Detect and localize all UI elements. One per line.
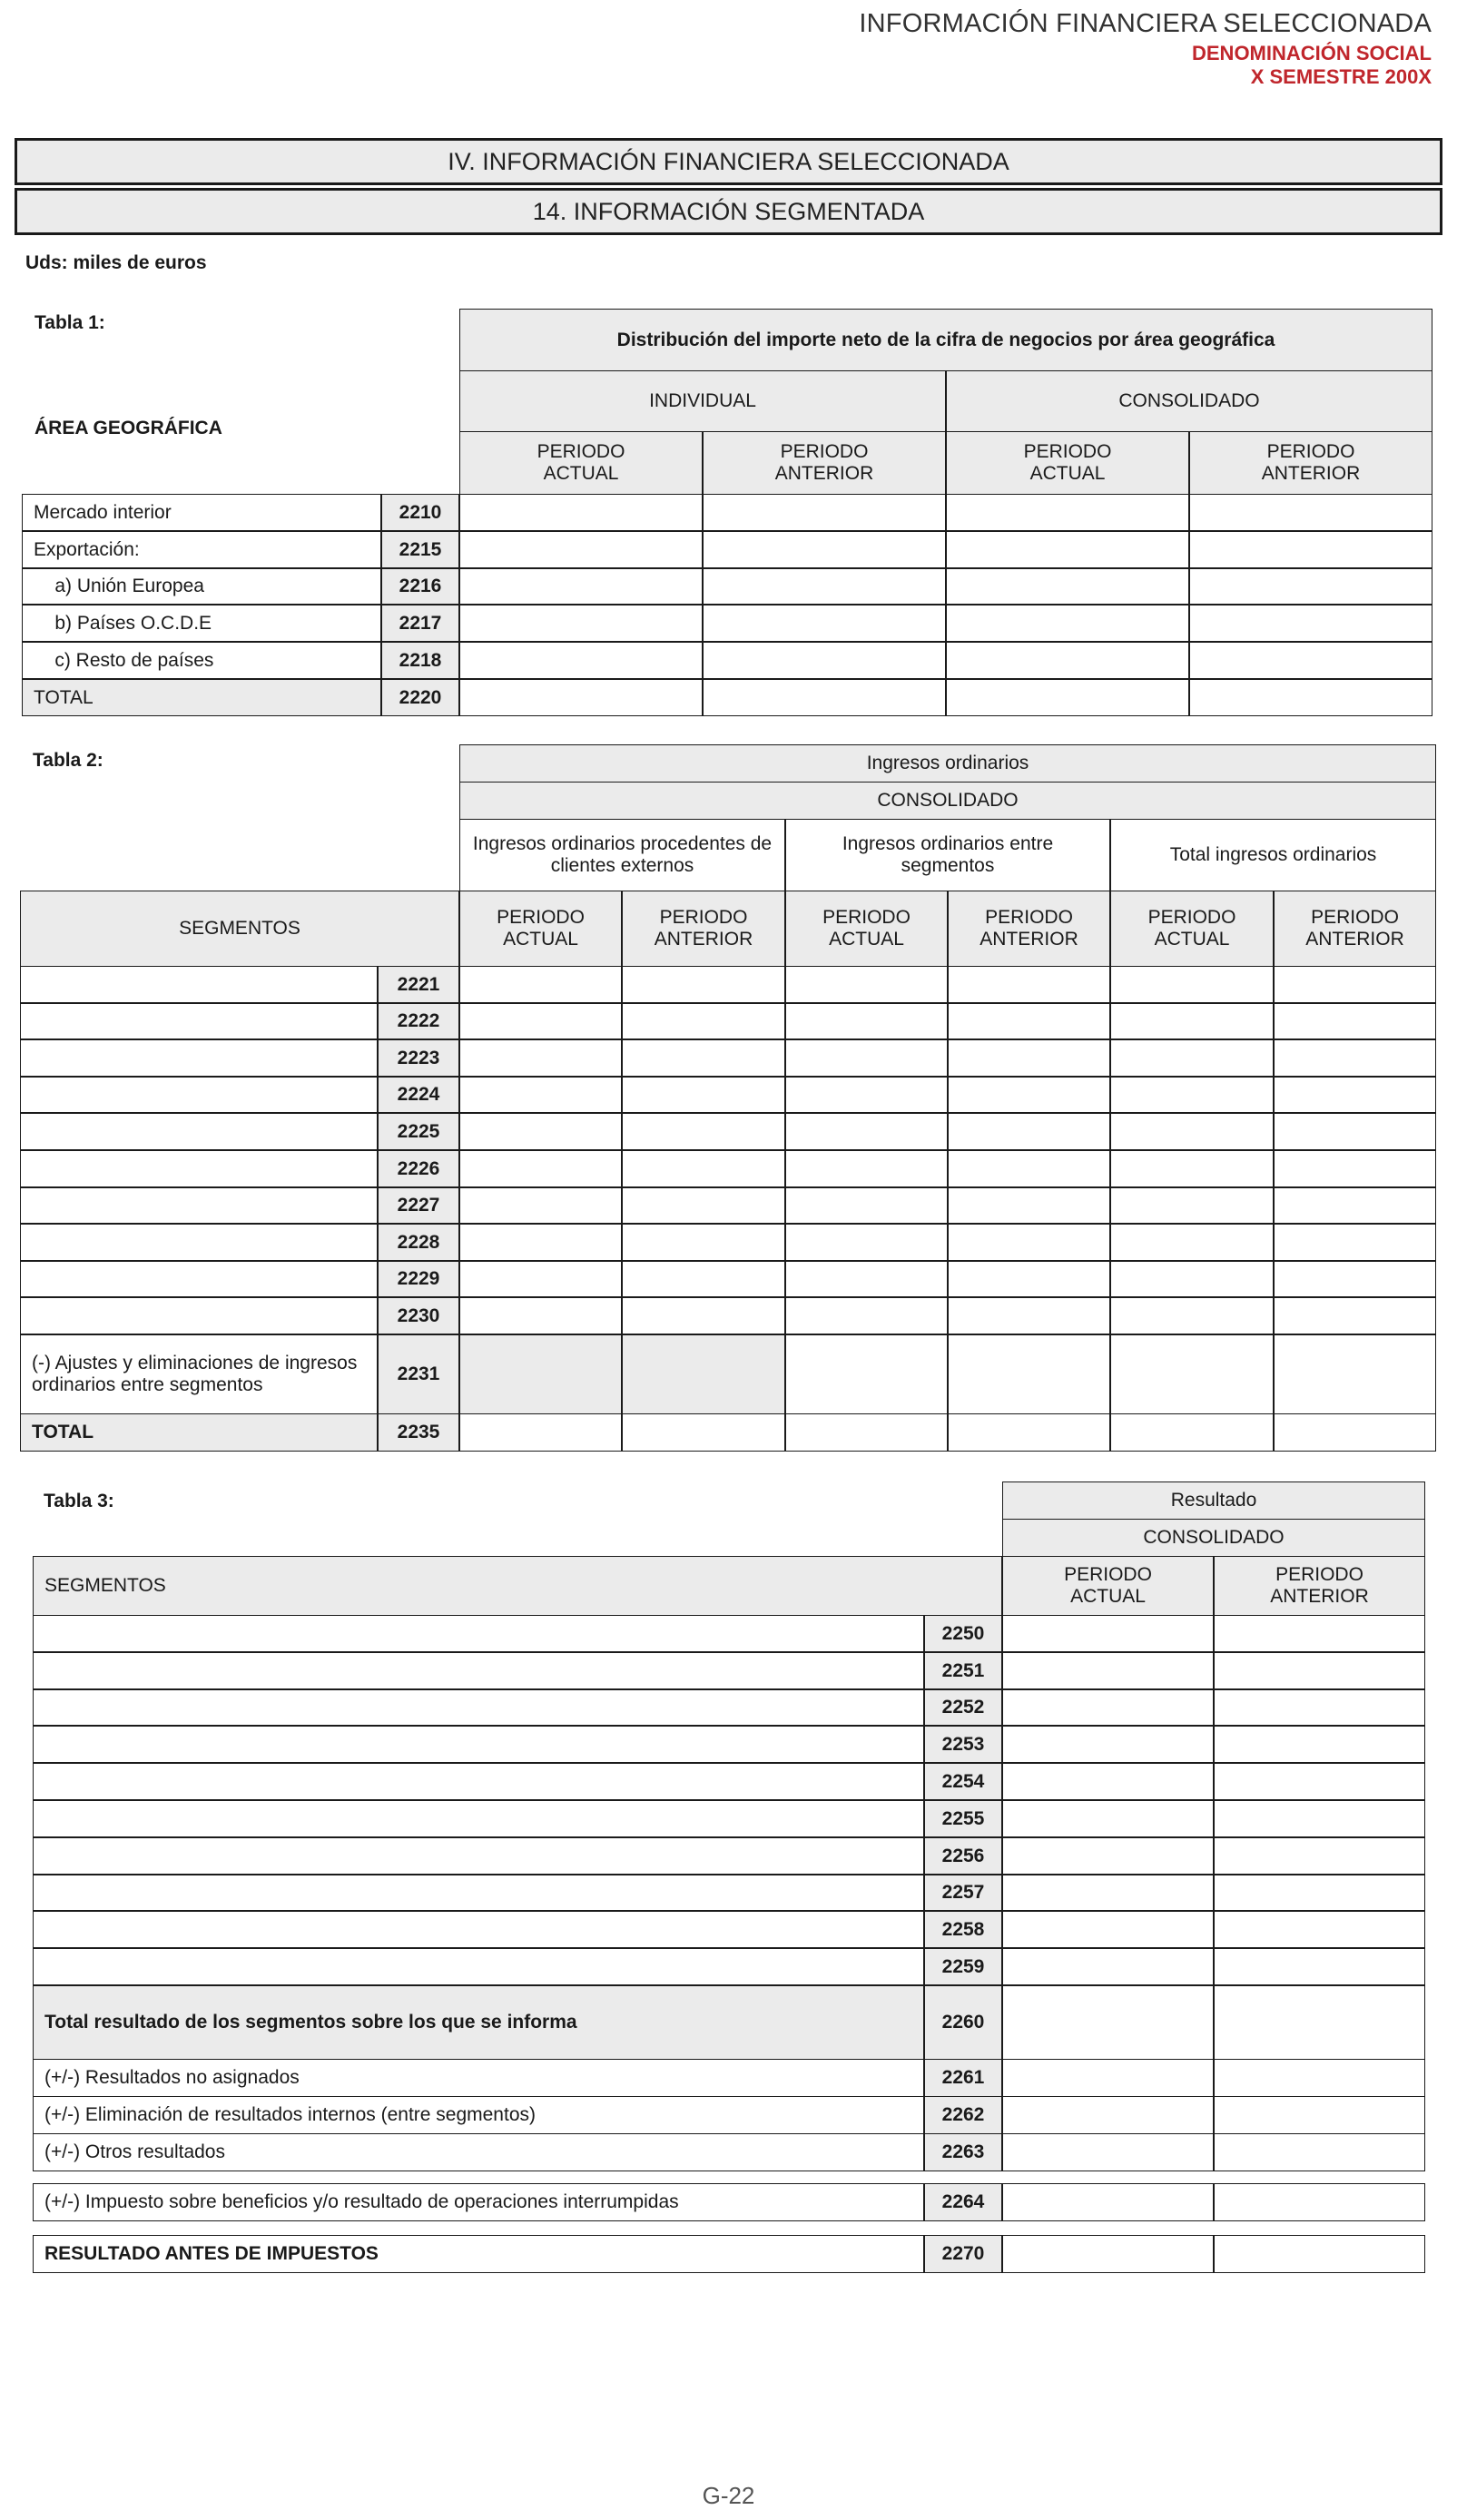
input-cell[interactable]: [1002, 1615, 1214, 1652]
input-cell[interactable]: [948, 1187, 1110, 1224]
segment-name-input[interactable]: [33, 1911, 924, 1948]
input-cell[interactable]: [946, 568, 1189, 605]
table3-row-code: 2253: [924, 1726, 1002, 1763]
input-cell[interactable]: [785, 1077, 948, 1113]
input-cell[interactable]: [622, 1003, 785, 1039]
input-cell[interactable]: [948, 1261, 1110, 1297]
input-cell[interactable]: [1189, 642, 1432, 679]
input-cell[interactable]: [948, 1150, 1110, 1187]
table2-label: Tabla 2:: [33, 750, 103, 771]
input-cell[interactable]: [1274, 1150, 1436, 1187]
input-cell[interactable]: [703, 531, 946, 568]
segment-name-input[interactable]: [20, 1297, 378, 1334]
period-header: PERIODO ANTERIOR: [703, 431, 946, 495]
input-cell[interactable]: [1214, 2096, 1425, 2134]
input-cell[interactable]: [785, 1150, 948, 1187]
section-title: IV. INFORMACIÓN FINANCIERA SELECCIONADA: [15, 138, 1442, 185]
table3-main-header: Resultado: [1002, 1481, 1425, 1520]
table2-group-header: Ingresos ordinarios entre segmentos: [785, 819, 1110, 891]
input-cell[interactable]: [1189, 494, 1432, 531]
input-cell[interactable]: [1214, 1948, 1425, 1985]
table3-pretax-label: RESULTADO ANTES DE IMPUESTOS: [33, 2235, 924, 2273]
segment-name-input[interactable]: [20, 1224, 378, 1261]
input-cell[interactable]: [1110, 1003, 1274, 1039]
input-cell[interactable]: [1274, 1413, 1436, 1452]
period-header: PERIODO ACTUAL: [785, 891, 948, 967]
input-cell[interactable]: [948, 1334, 1110, 1414]
input-cell[interactable]: [785, 1187, 948, 1224]
table1-main-header: Distribución del importe neto de la cifra de negocios por área geográfica: [459, 309, 1432, 371]
table3-row-code: 2258: [924, 1911, 1002, 1948]
segment-name-input[interactable]: [20, 1039, 378, 1077]
input-cell[interactable]: [1189, 531, 1432, 568]
input-cell[interactable]: [948, 966, 1110, 1003]
period-header: PERIODO ANTERIOR: [1189, 431, 1432, 495]
table2-row-code: 2226: [378, 1150, 459, 1187]
input-cell[interactable]: [1214, 1837, 1425, 1875]
table1-row-code: 2220: [381, 679, 459, 716]
input-cell[interactable]: [785, 1334, 948, 1414]
input-cell[interactable]: [622, 1113, 785, 1150]
table2-row-code: 2227: [378, 1187, 459, 1224]
input-cell[interactable]: [703, 568, 946, 605]
input-cell[interactable]: [785, 1261, 948, 1297]
input-cell[interactable]: [948, 1039, 1110, 1077]
table3-row-code: 2257: [924, 1875, 1002, 1911]
table3-extra-code: 2263: [924, 2133, 1002, 2171]
input-cell[interactable]: [459, 1261, 622, 1297]
input-cell[interactable]: [622, 1261, 785, 1297]
segment-name-input[interactable]: [33, 1763, 924, 1800]
input-cell[interactable]: [1214, 2183, 1425, 2221]
segment-name-input[interactable]: [33, 1948, 924, 1985]
table3-row-code: 2255: [924, 1800, 1002, 1837]
segment-name-input[interactable]: [33, 1837, 924, 1875]
input-cell[interactable]: [1110, 1077, 1274, 1113]
table1-label: Tabla 1:: [34, 312, 105, 333]
period-header: PERIODO ANTERIOR: [1214, 1556, 1425, 1616]
input-cell[interactable]: [948, 1224, 1110, 1261]
input-cell[interactable]: [1274, 966, 1436, 1003]
table2-total-code: 2235: [378, 1413, 459, 1452]
input-cell[interactable]: [1002, 1911, 1214, 1948]
table2-row-header: SEGMENTOS: [20, 891, 459, 967]
input-cell[interactable]: [1002, 2133, 1214, 2171]
input-cell[interactable]: [1110, 1261, 1274, 1297]
input-cell[interactable]: [1274, 1261, 1436, 1297]
input-cell[interactable]: [1002, 2183, 1214, 2221]
input-cell[interactable]: [1214, 1763, 1425, 1800]
input-cell[interactable]: [622, 1150, 785, 1187]
input-cell[interactable]: [459, 494, 703, 531]
input-cell[interactable]: [785, 1003, 948, 1039]
input-cell: [459, 1334, 622, 1414]
input-cell[interactable]: [459, 642, 703, 679]
table3-pretax-code: 2270: [924, 2235, 1002, 2273]
segment-name-input[interactable]: [20, 1113, 378, 1150]
input-cell[interactable]: [622, 1077, 785, 1113]
table3-total-seg-label: Total resultado de los segmentos sobre los que se informa: [33, 1985, 924, 2060]
table1-row-label: a) Unión Europea: [22, 568, 381, 605]
table3-label: Tabla 3:: [44, 1491, 114, 1511]
input-cell[interactable]: [459, 1150, 622, 1187]
input-cell[interactable]: [459, 1224, 622, 1261]
input-cell[interactable]: [946, 494, 1189, 531]
segment-name-input[interactable]: [33, 1652, 924, 1689]
period-header: PERIODO ACTUAL: [459, 431, 703, 495]
table2-total-label: TOTAL: [20, 1413, 378, 1452]
input-cell[interactable]: [1002, 2235, 1214, 2273]
table3-total-seg-code: 2260: [924, 1985, 1002, 2060]
input-cell[interactable]: [1214, 1800, 1425, 1837]
input-cell[interactable]: [1274, 1224, 1436, 1261]
input-cell[interactable]: [1110, 1039, 1274, 1077]
units-label: Uds: miles de euros: [25, 252, 207, 273]
table2-main-header: Ingresos ordinarios: [459, 744, 1436, 783]
input-cell[interactable]: [1214, 2059, 1425, 2097]
table2-row-code: 2230: [378, 1297, 459, 1334]
segment-name-input[interactable]: [20, 1077, 378, 1113]
header-title: INFORMACIÓN FINANCIERA SELECCIONADA: [859, 9, 1432, 38]
input-cell[interactable]: [1214, 1652, 1425, 1689]
table3-extra-label: (+/-) Otros resultados: [33, 2133, 924, 2171]
table2-adjust-code: 2231: [378, 1334, 459, 1414]
table3-row-code: 2250: [924, 1615, 1002, 1652]
input-cell[interactable]: [948, 1003, 1110, 1039]
table2-row-code: 2225: [378, 1113, 459, 1150]
period-header: PERIODO ACTUAL: [459, 891, 622, 967]
input-cell[interactable]: [1274, 1077, 1436, 1113]
page-number: G-22: [702, 2482, 755, 2509]
company-name: DENOMINACIÓN SOCIAL: [1192, 42, 1432, 64]
input-cell[interactable]: [948, 1297, 1110, 1334]
table2-group-header: Ingresos ordinarios procedentes de clientes externos: [459, 819, 785, 891]
input-cell[interactable]: [1110, 1413, 1274, 1452]
table3-tax-code: 2264: [924, 2183, 1002, 2221]
input-cell[interactable]: [1110, 1297, 1274, 1334]
table1-row-code: 2218: [381, 642, 459, 679]
segment-name-input[interactable]: [33, 1615, 924, 1652]
input-cell[interactable]: [1110, 1150, 1274, 1187]
input-cell[interactable]: [1002, 1726, 1214, 1763]
input-cell[interactable]: [1214, 1615, 1425, 1652]
table1-group-consolidated: CONSOLIDADO: [946, 370, 1432, 432]
input-cell[interactable]: [1110, 1224, 1274, 1261]
table3-sub-header: CONSOLIDADO: [1002, 1519, 1425, 1557]
input-cell[interactable]: [1002, 1689, 1214, 1726]
table1-row-code: 2210: [381, 494, 459, 531]
segment-name-input[interactable]: [20, 966, 378, 1003]
period-header: PERIODO ANTERIOR: [1274, 891, 1436, 967]
table3-extra-label: (+/-) Eliminación de resultados internos (entre segmentos): [33, 2096, 924, 2134]
input-cell[interactable]: [946, 642, 1189, 679]
input-cell[interactable]: [1002, 2096, 1214, 2134]
period-header: PERIODO ACTUAL: [1002, 1556, 1214, 1616]
table2-row-code: 2228: [378, 1224, 459, 1261]
input-cell[interactable]: [459, 568, 703, 605]
segment-name-input[interactable]: [20, 1003, 378, 1039]
input-cell[interactable]: [459, 1003, 622, 1039]
input-cell[interactable]: [948, 1077, 1110, 1113]
input-cell[interactable]: [703, 679, 946, 716]
input-cell: [622, 1334, 785, 1414]
input-cell[interactable]: [1002, 1875, 1214, 1911]
period-header: PERIODO ANTERIOR: [622, 891, 785, 967]
input-cell[interactable]: [1214, 2133, 1425, 2171]
input-cell[interactable]: [459, 679, 703, 716]
input-cell[interactable]: [622, 1413, 785, 1452]
input-cell[interactable]: [1189, 568, 1432, 605]
input-cell[interactable]: [459, 1113, 622, 1150]
table3-extra-label: (+/-) Resultados no asignados: [33, 2059, 924, 2097]
input-cell[interactable]: [459, 1297, 622, 1334]
input-cell[interactable]: [948, 1113, 1110, 1150]
input-cell[interactable]: [1110, 1334, 1274, 1414]
table2-row-code: 2221: [378, 966, 459, 1003]
segment-name-input[interactable]: [20, 1261, 378, 1297]
table1-row-label: Exportación:: [22, 531, 381, 568]
input-cell[interactable]: [785, 1113, 948, 1150]
input-cell[interactable]: [1110, 966, 1274, 1003]
input-cell[interactable]: [785, 1297, 948, 1334]
input-cell[interactable]: [622, 1297, 785, 1334]
input-cell[interactable]: [459, 1077, 622, 1113]
input-cell[interactable]: [1002, 1948, 1214, 1985]
input-cell[interactable]: [459, 1187, 622, 1224]
input-cell[interactable]: [946, 679, 1189, 716]
table2-row-code: 2229: [378, 1261, 459, 1297]
input-cell[interactable]: [1214, 2235, 1425, 2273]
table3-row-header: SEGMENTOS: [33, 1556, 1002, 1616]
input-cell[interactable]: [1274, 1039, 1436, 1077]
input-cell[interactable]: [1002, 1837, 1214, 1875]
table1-row-label: c) Resto de países: [22, 642, 381, 679]
input-cell[interactable]: [1002, 1763, 1214, 1800]
input-cell[interactable]: [703, 642, 946, 679]
input-cell[interactable]: [1002, 1800, 1214, 1837]
input-cell[interactable]: [459, 531, 703, 568]
table1-row-label: Mercado interior: [22, 494, 381, 531]
input-cell[interactable]: [946, 605, 1189, 642]
table3-tax-label: (+/-) Impuesto sobre beneficios y/o resultado de operaciones interrumpidas: [33, 2183, 924, 2221]
input-cell[interactable]: [1110, 1113, 1274, 1150]
segment-name-input[interactable]: [33, 1689, 924, 1726]
table1-row-code: 2216: [381, 568, 459, 605]
input-cell[interactable]: [1214, 1726, 1425, 1763]
input-cell[interactable]: [1274, 1003, 1436, 1039]
table3-row-code: 2259: [924, 1948, 1002, 1985]
input-cell[interactable]: [1002, 1652, 1214, 1689]
table2-group-header: Total ingresos ordinarios: [1110, 819, 1436, 891]
table1-row-label: b) Países O.C.D.E: [22, 605, 381, 642]
input-cell[interactable]: [1189, 605, 1432, 642]
table2-sub-header: CONSOLIDADO: [459, 782, 1436, 820]
table1-row-code: 2217: [381, 605, 459, 642]
segment-name-input[interactable]: [33, 1800, 924, 1837]
input-cell[interactable]: [1274, 1113, 1436, 1150]
table1-row-code: 2215: [381, 531, 459, 568]
table2-row-code: 2223: [378, 1039, 459, 1077]
period-header: PERIODO ACTUAL: [1110, 891, 1274, 967]
period-header: PERIODO ANTERIOR: [948, 891, 1110, 967]
period-header: PERIODO ACTUAL: [946, 431, 1189, 495]
input-cell[interactable]: [1214, 1875, 1425, 1911]
input-cell[interactable]: [948, 1413, 1110, 1452]
table1-row-header: ÁREA GEOGRÁFICA: [34, 418, 222, 438]
input-cell[interactable]: [1214, 1689, 1425, 1726]
table3-extra-code: 2262: [924, 2096, 1002, 2134]
input-cell[interactable]: [1274, 1297, 1436, 1334]
table1-group-individual: INDIVIDUAL: [459, 370, 946, 432]
table2-row-code: 2222: [378, 1003, 459, 1039]
report-period: X SEMESTRE 200X: [1250, 65, 1432, 88]
input-cell[interactable]: [1214, 1911, 1425, 1948]
input-cell[interactable]: [622, 1187, 785, 1224]
input-cell[interactable]: [459, 966, 622, 1003]
segment-name-input[interactable]: [20, 1187, 378, 1224]
input-cell[interactable]: [785, 1039, 948, 1077]
segment-name-input[interactable]: [33, 1875, 924, 1911]
table3-row-code: 2252: [924, 1689, 1002, 1726]
table3-extra-code: 2261: [924, 2059, 1002, 2097]
input-cell[interactable]: [946, 531, 1189, 568]
input-cell[interactable]: [459, 1413, 622, 1452]
input-cell[interactable]: [1002, 1985, 1214, 2060]
section-subtitle: 14. INFORMACIÓN SEGMENTADA: [15, 188, 1442, 235]
segment-name-input[interactable]: [33, 1726, 924, 1763]
input-cell[interactable]: [1274, 1187, 1436, 1224]
input-cell[interactable]: [703, 605, 946, 642]
table2-row-code: 2224: [378, 1077, 459, 1113]
input-cell[interactable]: [459, 605, 703, 642]
input-cell[interactable]: [785, 1224, 948, 1261]
input-cell[interactable]: [1002, 2059, 1214, 2097]
input-cell[interactable]: [703, 494, 946, 531]
table3-row-code: 2251: [924, 1652, 1002, 1689]
table3-row-code: 2254: [924, 1763, 1002, 1800]
input-cell[interactable]: [459, 1039, 622, 1077]
input-cell[interactable]: [1189, 679, 1432, 716]
input-cell[interactable]: [622, 1224, 785, 1261]
input-cell[interactable]: [622, 966, 785, 1003]
segment-name-input[interactable]: [20, 1150, 378, 1187]
input-cell[interactable]: [1110, 1187, 1274, 1224]
input-cell[interactable]: [1274, 1334, 1436, 1414]
input-cell[interactable]: [785, 966, 948, 1003]
table2-adjust-label: (-) Ajustes y eliminaciones de ingresos ordinarios entre segmentos: [20, 1334, 378, 1414]
input-cell[interactable]: [622, 1039, 785, 1077]
input-cell[interactable]: [1214, 1985, 1425, 2060]
input-cell[interactable]: [785, 1413, 948, 1452]
table1-row-label: TOTAL: [22, 679, 381, 716]
table3-row-code: 2256: [924, 1837, 1002, 1875]
